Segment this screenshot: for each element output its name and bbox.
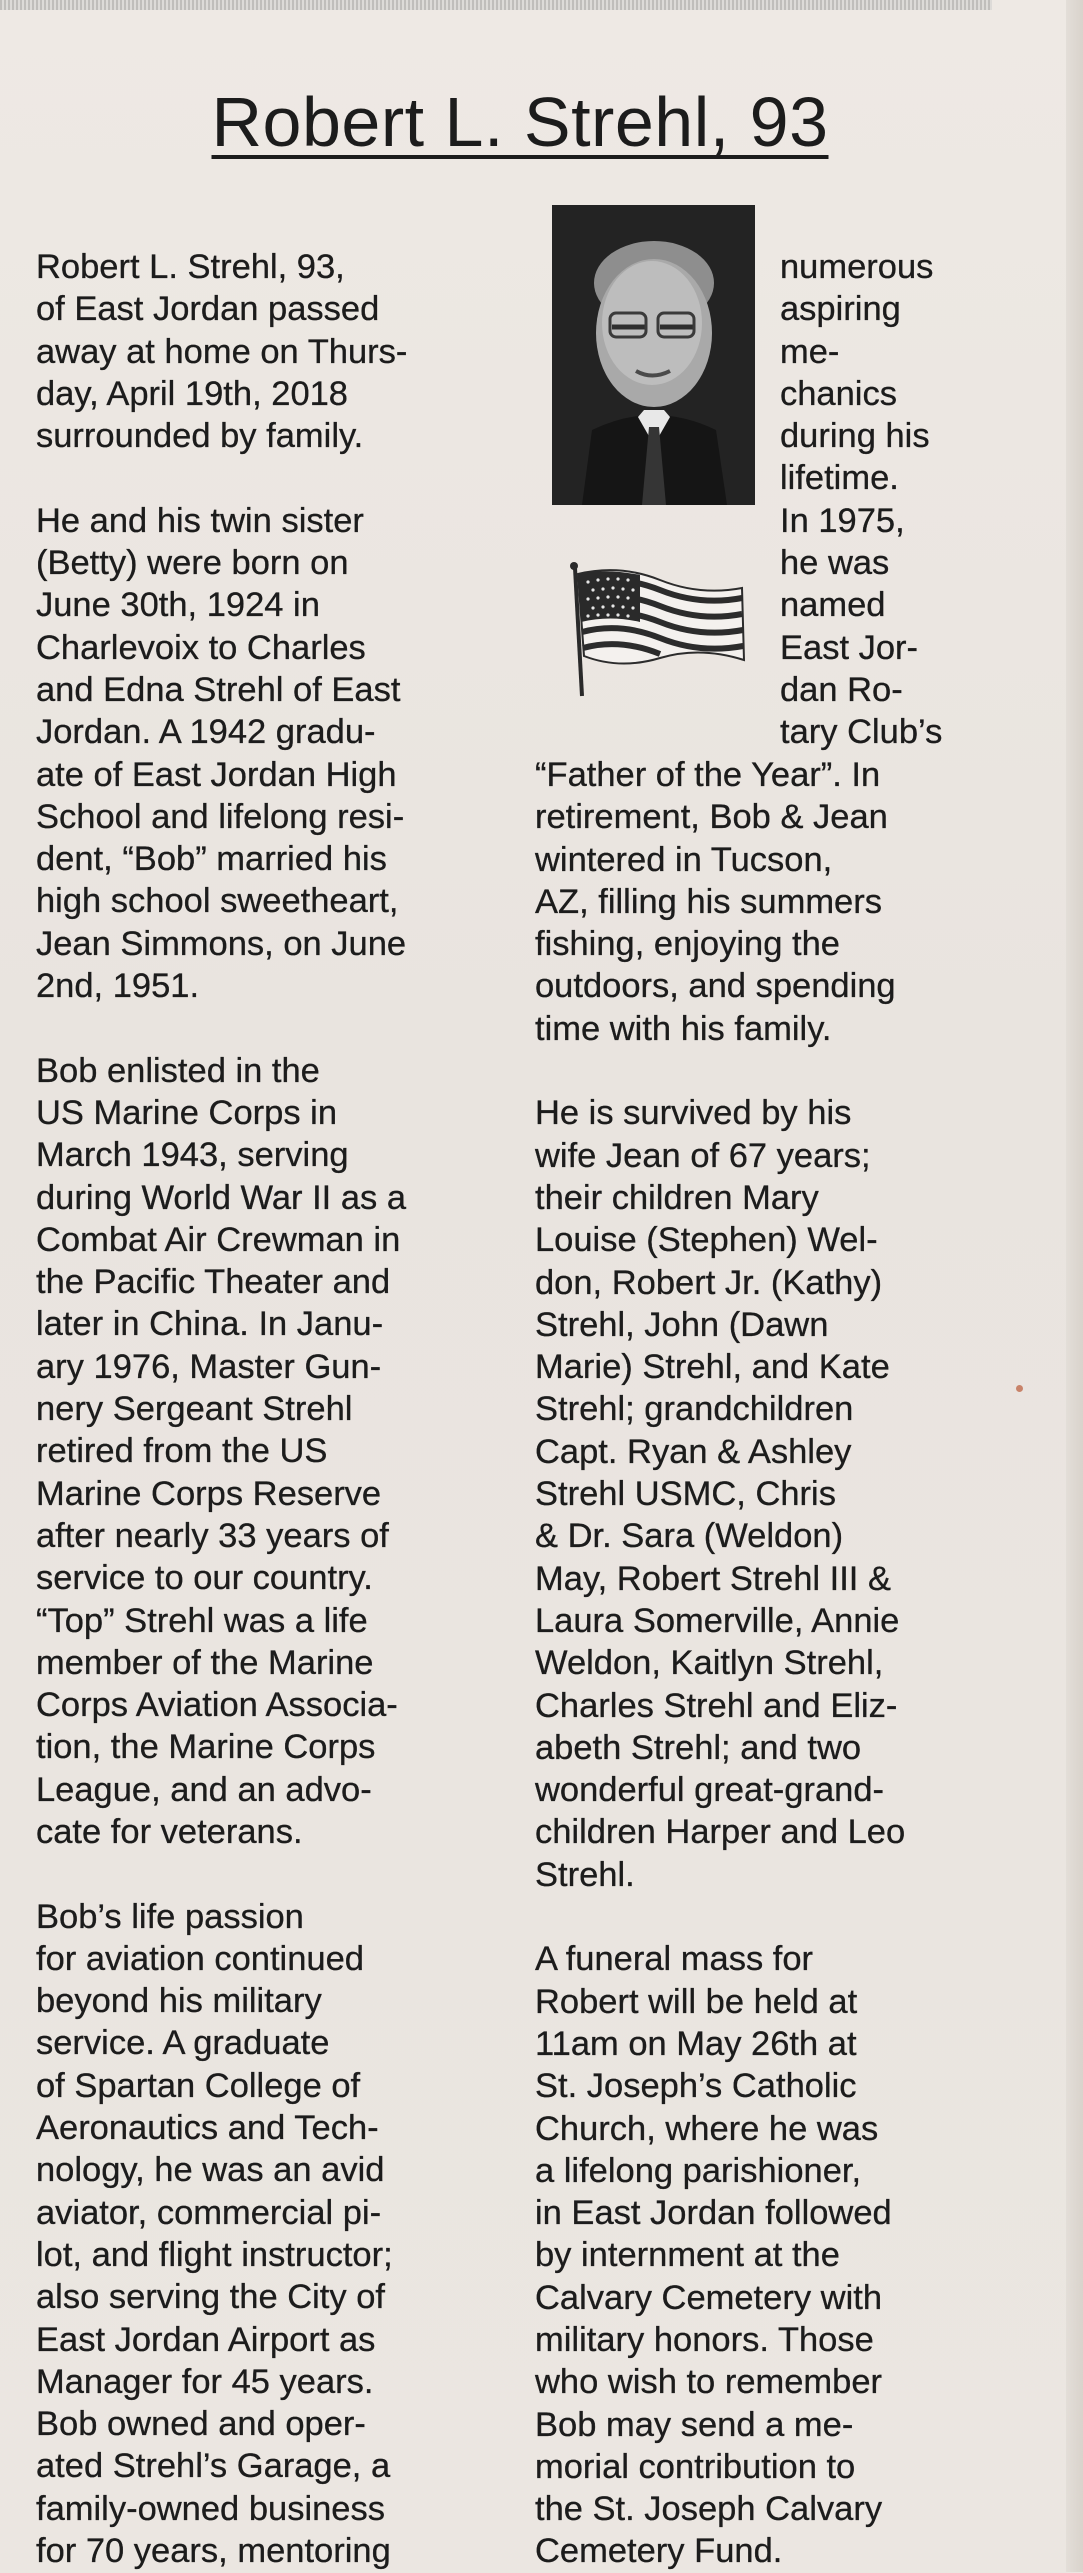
right-column-line: retirement, Bob & Jean xyxy=(535,798,888,837)
left-column-line: of Spartan College of xyxy=(36,2066,361,2105)
beside-photo-line: aspiring xyxy=(780,290,901,329)
left-column-line xyxy=(36,457,506,499)
right-column-line: wintered in Tucson, xyxy=(535,840,833,879)
right-column-line: 11am on May 26th at xyxy=(535,2024,857,2063)
right-column-line: abeth Strehl; and two xyxy=(535,1728,862,1767)
left-column-line: He and his twin sister xyxy=(36,501,364,540)
left-column-line: tion, the Marine Corps xyxy=(36,1728,376,1767)
right-column-line: a lifelong parishioner, xyxy=(535,2151,862,2190)
right-column-line: Capt. Ryan & Ashley xyxy=(535,1432,852,1471)
right-column-line: outdoors, and spending xyxy=(535,967,896,1006)
left-column-line: Combat Air Crewman in xyxy=(36,1220,401,1259)
left-column-line: ate of East Jordan High xyxy=(36,755,397,794)
left-column-line: service to our country. xyxy=(36,1559,373,1598)
right-column-line: in East Jordan followed xyxy=(535,2194,892,2233)
left-column-line: nery Sergeant Strehl xyxy=(36,1390,353,1429)
right-column-line: the St. Joseph Calvary xyxy=(535,2490,883,2529)
left-column-line: aviator, commercial pi- xyxy=(36,2193,382,2232)
left-column-line: June 30th, 1924 in xyxy=(36,586,320,625)
right-column-line: Calvary Cemetery with xyxy=(535,2278,883,2317)
right-column-line: Cemetery Fund. xyxy=(535,2532,783,2571)
left-column-line: East Jordan Airport as xyxy=(36,2320,376,2359)
beside-photo-line: dan Ro- xyxy=(780,670,903,709)
beside-photo-line: me- xyxy=(780,332,840,371)
flag-icon xyxy=(560,560,750,700)
left-column-line: Bob owned and oper- xyxy=(36,2405,366,2444)
left-column-line: during World War II as a xyxy=(36,1178,407,1217)
right-column-line: Bob may send a me- xyxy=(535,2405,854,2444)
right-column-line: Strehl. xyxy=(535,1855,635,1894)
left-column-line: Marine Corps Reserve xyxy=(36,1474,382,1513)
left-column-line xyxy=(36,1007,506,1049)
right-column-line: Robert will be held at xyxy=(535,1982,858,2021)
right-column-line: their children Mary xyxy=(535,1178,819,1217)
left-column-line: the Pacific Theater and xyxy=(36,1263,391,1302)
left-column-line: dent, “Bob” married his xyxy=(36,840,387,879)
left-column-line: Bob enlisted in the xyxy=(36,1051,320,1090)
left-column-line: Manager for 45 years. xyxy=(36,2362,374,2401)
paper-right-edge xyxy=(1066,0,1083,2572)
left-column-line: ary 1976, Master Gun- xyxy=(36,1347,382,1386)
beside-photo-line: tary Club’s xyxy=(780,713,943,752)
left-column-line: retired from the US xyxy=(36,1432,328,1471)
left-column-line: beyond his military xyxy=(36,1982,322,2021)
left-column-line: ated Strehl’s Garage, a xyxy=(36,2447,391,2486)
beside-photo-line: chanics xyxy=(780,374,897,413)
right-column-line: “Father of the Year”. In xyxy=(535,756,881,794)
right-column-line: who wish to remember xyxy=(535,2363,883,2402)
left-column-line: later in China. In Janu- xyxy=(36,1305,384,1344)
left-column-line: and Edna Strehl of East xyxy=(36,670,401,709)
left-column-line: after nearly 33 years of xyxy=(36,1516,389,1555)
left-column-line: surrounded by family. xyxy=(36,417,364,456)
beside-photo-text xyxy=(780,246,942,754)
right-column-line: morial contribution to xyxy=(535,2447,856,2486)
left-column-line: “Top” Strehl was a life xyxy=(36,1601,368,1640)
right-column-line: A funeral mass for xyxy=(535,1940,814,1979)
american-flag-image xyxy=(560,560,750,700)
left-column-line: League, and an advo- xyxy=(36,1770,372,1809)
left-column-line: nology, he was an avid xyxy=(36,2151,385,2190)
right-column-line: May, Robert Strehl III & xyxy=(535,1559,891,1598)
left-column-line: high school sweetheart, xyxy=(36,882,399,921)
left-column-line: family-owned business xyxy=(36,2489,385,2528)
left-column-line: Jean Simmons, on June xyxy=(36,924,407,963)
right-column-line: St. Joseph’s Catholic xyxy=(535,2067,857,2106)
left-column-line: for aviation continued xyxy=(36,1939,364,1978)
left-column-line: School and lifelong resi- xyxy=(36,797,405,836)
beside-photo-line: named xyxy=(780,586,886,625)
left-column-line: cate for veterans. xyxy=(36,1812,303,1851)
beside-photo-line: numerous xyxy=(780,248,934,286)
left-column-line: Charlevoix to Charles xyxy=(36,628,366,667)
paper-speck xyxy=(1016,1385,1023,1392)
right-column-line: Louise (Stephen) Wel- xyxy=(535,1221,878,1260)
right-column-line: children Harper and Leo xyxy=(535,1813,906,1852)
portrait-image xyxy=(552,205,755,505)
left-column-line: service. A graduate xyxy=(36,2024,330,2063)
right-column-line: Marie) Strehl, and Kate xyxy=(535,1348,890,1387)
left-column-line: for 70 years, mentoring xyxy=(36,2532,391,2571)
left-column-line: (Betty) were born on xyxy=(36,544,349,583)
right-column-line: wonderful great-grand- xyxy=(535,1771,885,1810)
right-column-line: by internment at the xyxy=(535,2236,840,2275)
left-column-line: also serving the City of xyxy=(36,2278,385,2317)
left-column-line xyxy=(36,1853,506,1895)
left-column-line: away at home on Thurs- xyxy=(36,332,408,371)
right-column-line: time with his family. xyxy=(535,1009,832,1048)
right-column-text xyxy=(535,754,1015,2573)
right-column-line: fishing, enjoying the xyxy=(535,925,840,964)
right-column-line: Strehl, John (Dawn xyxy=(535,1305,829,1344)
obituary-headline xyxy=(0,82,1040,162)
right-column-line xyxy=(535,1050,1015,1092)
portrait-photo xyxy=(552,205,755,505)
right-column-line xyxy=(535,1896,1015,1938)
right-column-line: Church, where he was xyxy=(535,2109,879,2148)
headline-text: Robert L. Strehl, 93 xyxy=(211,83,829,161)
left-column-line: March 1943, serving xyxy=(36,1136,349,1175)
torn-top-edge xyxy=(0,0,992,10)
left-column-line: of East Jordan passed xyxy=(36,290,380,329)
beside-photo-line: East Jor- xyxy=(780,628,919,667)
right-column-line: military honors. Those xyxy=(535,2320,874,2359)
left-column-line: 2nd, 1951. xyxy=(36,967,200,1006)
left-column-line: US Marine Corps in xyxy=(36,1093,338,1132)
right-column-line: Strehl USMC, Chris xyxy=(535,1475,836,1514)
left-column-line: Aeronautics and Tech- xyxy=(36,2109,379,2148)
right-column-line: don, Robert Jr. (Kathy) xyxy=(535,1263,883,1302)
right-column-line: He is survived by his xyxy=(535,1094,852,1133)
left-column-line: Robert L. Strehl, 93, xyxy=(36,248,345,286)
right-column-line: & Dr. Sara (Weldon) xyxy=(535,1517,844,1556)
right-column-line: Charles Strehl and Eliz- xyxy=(535,1686,898,1725)
right-column-line: Weldon, Kaitlyn Strehl, xyxy=(535,1644,884,1683)
left-column-line: Bob’s life passion xyxy=(36,1897,304,1936)
left-column-line: member of the Marine xyxy=(36,1643,374,1682)
beside-photo-line: he was xyxy=(780,544,890,583)
left-column-line: Corps Aviation Associa- xyxy=(36,1686,398,1725)
left-column-line: lot, and flight instructor; xyxy=(36,2235,393,2274)
beside-photo-line: lifetime. xyxy=(780,459,899,498)
beside-photo-line: In 1975, xyxy=(780,501,905,540)
right-column-line: AZ, filling his summers xyxy=(535,882,882,921)
right-column-line: Laura Somerville, Annie xyxy=(535,1601,900,1640)
left-column-line: Jordan. A 1942 gradu- xyxy=(36,713,376,752)
left-column-line: day, April 19th, 2018 xyxy=(36,374,348,413)
right-column-line: wife Jean of 67 years; xyxy=(535,1136,871,1175)
right-column-line: Strehl; grandchildren xyxy=(535,1390,854,1429)
beside-photo-line: during his xyxy=(780,417,930,456)
left-column-text xyxy=(36,246,506,2572)
